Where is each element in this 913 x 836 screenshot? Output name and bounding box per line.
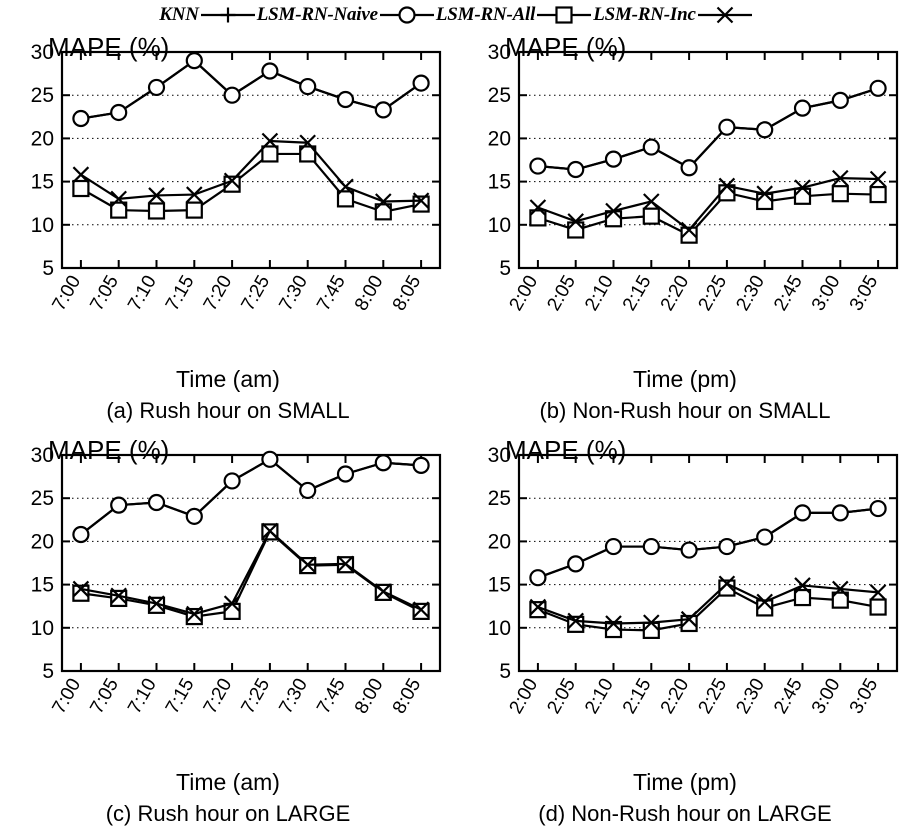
legend-label: LSM-RN-Naive bbox=[256, 4, 378, 25]
circle-marker-icon bbox=[111, 105, 126, 120]
panel-c-plot bbox=[0, 433, 456, 768]
x-tick-label: 2:15 bbox=[618, 675, 656, 718]
panel-d-plot bbox=[457, 433, 913, 768]
series-line bbox=[538, 588, 878, 630]
series-lsm-rn-all bbox=[530, 185, 885, 242]
legend-entry-lsm-rn-naive bbox=[257, 4, 436, 26]
plot-frame bbox=[62, 455, 440, 671]
square-marker-icon bbox=[535, 5, 593, 25]
plus-marker-icon bbox=[220, 8, 235, 23]
circle-marker-icon bbox=[530, 570, 545, 585]
y-axis bbox=[31, 41, 440, 280]
circle-marker-icon bbox=[225, 473, 240, 488]
legend-entry-knn bbox=[159, 4, 257, 26]
y-tick-label: 20 bbox=[30, 127, 54, 151]
x-tick-label: 2:20 bbox=[656, 675, 694, 718]
circle-marker-icon bbox=[376, 455, 391, 470]
panel-a-xaxis-label: Time (am) bbox=[176, 366, 280, 392]
circle-marker-icon bbox=[795, 101, 810, 116]
x-tick-label: 2:25 bbox=[694, 675, 732, 718]
circle-marker-icon bbox=[300, 79, 315, 94]
series-line bbox=[81, 141, 421, 201]
x-tick-label: 8:05 bbox=[388, 675, 426, 718]
panel-c-xaxis-label: Time (am) bbox=[176, 769, 280, 795]
x-tick-label: 7:30 bbox=[275, 272, 313, 315]
circle-marker-icon bbox=[414, 76, 429, 91]
chart-panel-c bbox=[0, 433, 456, 836]
x-axis bbox=[506, 52, 883, 315]
x-tick-label: 8:00 bbox=[350, 675, 388, 718]
panel-b-svg bbox=[457, 30, 913, 360]
x-tick-label: 7:25 bbox=[237, 272, 275, 315]
circle-marker-icon bbox=[338, 467, 353, 482]
x-tick-label: 3:00 bbox=[807, 272, 845, 315]
square-marker-icon bbox=[262, 146, 277, 161]
x-tick-label: 2:10 bbox=[581, 675, 618, 718]
circle-marker-icon bbox=[719, 539, 734, 554]
x-tick-label: 7:00 bbox=[48, 272, 86, 315]
series-line bbox=[538, 88, 878, 169]
circle-marker-icon bbox=[644, 140, 659, 155]
square-marker-icon bbox=[644, 209, 659, 224]
circle-marker-icon bbox=[606, 539, 621, 554]
x-tick-label: 3:05 bbox=[845, 272, 883, 315]
x-tick-label: 2:20 bbox=[656, 272, 694, 315]
legend-label: KNN bbox=[159, 4, 199, 25]
x-tick-label: 7:10 bbox=[124, 675, 161, 718]
series-line bbox=[538, 88, 878, 169]
panel-c-caption: (c) Rush hour on LARGE bbox=[105, 801, 351, 826]
series-line bbox=[538, 193, 878, 235]
circle-marker-icon bbox=[833, 93, 848, 108]
square-marker-icon bbox=[414, 197, 429, 212]
circle-marker-icon bbox=[399, 8, 414, 23]
y-tick-label: 15 bbox=[487, 573, 511, 597]
x-tick-label: 7:05 bbox=[86, 675, 124, 718]
circle-marker-icon bbox=[871, 81, 886, 96]
circle-marker-icon bbox=[719, 120, 734, 135]
square-marker-icon bbox=[225, 177, 240, 192]
chart-legend bbox=[0, 0, 913, 30]
square-marker-icon bbox=[338, 191, 353, 206]
x-tick-label: 7:10 bbox=[124, 272, 161, 315]
series-line bbox=[81, 532, 421, 617]
x-tick-label: 2:45 bbox=[770, 272, 807, 315]
y-tick-label: 15 bbox=[30, 573, 54, 597]
legend-entry-lsm-rn-all bbox=[436, 4, 593, 26]
chart-panel-d bbox=[457, 433, 913, 836]
y-tick-label: 20 bbox=[30, 530, 54, 554]
series-line bbox=[81, 61, 421, 119]
circle-marker-icon bbox=[73, 527, 88, 542]
circle-marker-icon bbox=[111, 498, 126, 513]
square-marker-icon bbox=[187, 609, 202, 624]
square-marker-icon bbox=[187, 203, 202, 218]
cross-marker-icon bbox=[644, 194, 659, 209]
circle-marker-icon bbox=[682, 543, 697, 558]
square-marker-icon bbox=[149, 203, 164, 218]
x-tick-label: 8:05 bbox=[388, 272, 426, 315]
circle-marker-icon bbox=[568, 162, 583, 177]
square-marker-icon bbox=[871, 600, 886, 615]
panel-d-title: MAPE (%) bbox=[505, 435, 627, 465]
y-tick-label: 30 bbox=[30, 444, 54, 467]
circle-marker-icon bbox=[644, 539, 659, 554]
panel-a-svg bbox=[0, 30, 456, 360]
panel-b-xaxis-label: Time (pm) bbox=[633, 366, 737, 392]
y-tick-label: 20 bbox=[487, 127, 511, 151]
x-axis bbox=[506, 455, 883, 718]
series-line bbox=[81, 61, 421, 119]
x-tick-label: 2:10 bbox=[581, 272, 618, 315]
circle-marker-icon bbox=[833, 505, 848, 520]
panel-b-caption: (b) Non-Rush hour on SMALL bbox=[539, 398, 831, 423]
x-tick-label: 3:05 bbox=[845, 675, 883, 718]
y-tick-label: 10 bbox=[487, 213, 511, 237]
x-tick-label: 7:20 bbox=[199, 272, 237, 315]
square-marker-icon bbox=[833, 186, 848, 201]
circle-marker-icon bbox=[682, 160, 697, 175]
y-tick-label: 15 bbox=[487, 170, 511, 194]
circle-marker-icon bbox=[73, 111, 88, 126]
chart-panel-b bbox=[457, 30, 913, 433]
x-tick-label: 2:15 bbox=[618, 272, 656, 315]
y-tick-label: 30 bbox=[30, 41, 54, 64]
circle-marker-icon bbox=[187, 509, 202, 524]
x-tick-label: 8:00 bbox=[350, 272, 388, 315]
panel-d-caption: (d) Non-Rush hour on LARGE bbox=[538, 801, 832, 826]
cross-marker-icon bbox=[696, 5, 754, 25]
x-tick-label: 7:45 bbox=[313, 675, 350, 718]
panel-c-svg bbox=[0, 433, 456, 763]
y-tick-label: 5 bbox=[499, 257, 511, 280]
legend-label: LSM-RN-Inc bbox=[593, 4, 696, 25]
x-tick-label: 2:30 bbox=[732, 675, 770, 718]
square-marker-icon bbox=[871, 187, 886, 202]
square-marker-icon bbox=[557, 8, 572, 23]
y-tick-label: 25 bbox=[487, 84, 511, 108]
square-marker-icon bbox=[757, 194, 772, 209]
circle-marker-icon bbox=[376, 102, 391, 117]
square-marker-icon bbox=[795, 189, 810, 204]
panel-c-title: MAPE (%) bbox=[48, 435, 170, 465]
x-tick-label: 2:30 bbox=[732, 272, 770, 315]
panel-b-title: MAPE (%) bbox=[505, 32, 627, 62]
y-tick-label: 20 bbox=[487, 530, 511, 554]
y-tick-label: 30 bbox=[487, 444, 511, 467]
panel-d-xaxis-label: Time (pm) bbox=[633, 769, 737, 795]
series-lsm-rn-all bbox=[73, 524, 428, 624]
y-tick-label: 5 bbox=[499, 660, 511, 683]
panel-b-plot bbox=[457, 30, 913, 365]
circle-marker-icon bbox=[262, 452, 277, 467]
y-tick-label: 30 bbox=[487, 41, 511, 64]
series-line bbox=[538, 584, 878, 624]
circle-marker-icon bbox=[378, 5, 436, 25]
x-tick-label: 2:25 bbox=[694, 272, 732, 315]
x-tick-label: 7:45 bbox=[313, 272, 350, 315]
panel-a-title: MAPE (%) bbox=[48, 32, 170, 62]
x-tick-label: 7:25 bbox=[237, 675, 275, 718]
panel-a-plot bbox=[0, 30, 456, 365]
circle-marker-icon bbox=[414, 458, 429, 473]
circle-marker-icon bbox=[149, 495, 164, 510]
x-tick-label: 2:05 bbox=[543, 675, 581, 718]
square-marker-icon bbox=[111, 591, 126, 606]
y-tick-label: 5 bbox=[42, 660, 54, 683]
circle-marker-icon bbox=[149, 80, 164, 95]
x-tick-label: 7:05 bbox=[86, 272, 124, 315]
square-marker-icon bbox=[644, 623, 659, 638]
y-tick-label: 10 bbox=[30, 213, 54, 237]
circle-marker-icon bbox=[795, 505, 810, 520]
x-tick-label: 7:15 bbox=[161, 272, 199, 315]
circle-marker-icon bbox=[568, 556, 583, 571]
y-tick-label: 10 bbox=[487, 616, 511, 640]
circle-marker-icon bbox=[338, 92, 353, 107]
y-tick-label: 25 bbox=[30, 487, 54, 511]
x-tick-label: 3:00 bbox=[807, 675, 845, 718]
panel-d-svg bbox=[457, 433, 913, 763]
series-lsm-rn-naive bbox=[73, 452, 428, 542]
series-line bbox=[81, 459, 421, 534]
x-tick-label: 7:00 bbox=[48, 675, 86, 718]
y-tick-label: 15 bbox=[30, 170, 54, 194]
x-tick-label: 7:15 bbox=[161, 675, 199, 718]
y-axis bbox=[488, 444, 897, 683]
series-lsm-rn-naive bbox=[530, 501, 885, 585]
series-line bbox=[538, 509, 878, 578]
chart-panel-a bbox=[0, 30, 456, 433]
square-marker-icon bbox=[73, 181, 88, 196]
legend-entry-lsm-rn-inc bbox=[593, 4, 754, 26]
x-tick-label: 7:30 bbox=[275, 675, 313, 718]
series-line bbox=[538, 509, 878, 578]
panel-a-caption: (a) Rush hour on SMALL bbox=[106, 398, 350, 423]
circle-marker-icon bbox=[187, 53, 202, 68]
x-tick-label: 2:00 bbox=[505, 675, 543, 718]
y-tick-label: 25 bbox=[487, 487, 511, 511]
x-tick-label: 2:00 bbox=[505, 272, 543, 315]
plus-marker-icon bbox=[199, 5, 257, 25]
circle-marker-icon bbox=[757, 530, 772, 545]
circle-marker-icon bbox=[871, 501, 886, 516]
square-marker-icon bbox=[795, 590, 810, 605]
y-tick-label: 5 bbox=[42, 257, 54, 280]
square-marker-icon bbox=[568, 222, 583, 237]
y-tick-label: 10 bbox=[30, 616, 54, 640]
circle-marker-icon bbox=[606, 152, 621, 167]
x-tick-label: 7:20 bbox=[199, 675, 237, 718]
legend-label: LSM-RN-All bbox=[435, 4, 536, 25]
series-lsm-rn-naive bbox=[530, 81, 885, 177]
series-lsm-rn-naive bbox=[73, 53, 428, 126]
x-axis bbox=[49, 455, 426, 718]
series-line bbox=[538, 178, 878, 230]
circle-marker-icon bbox=[225, 88, 240, 103]
series-lsm-rn-inc bbox=[73, 133, 428, 208]
x-tick-label: 2:45 bbox=[770, 675, 807, 718]
y-tick-label: 25 bbox=[30, 84, 54, 108]
circle-marker-icon bbox=[757, 122, 772, 137]
circle-marker-icon bbox=[530, 159, 545, 174]
circle-marker-icon bbox=[300, 483, 315, 498]
series-knn bbox=[530, 81, 885, 177]
x-tick-label: 2:05 bbox=[543, 272, 581, 315]
series-line bbox=[81, 154, 421, 212]
circle-marker-icon bbox=[262, 64, 277, 79]
